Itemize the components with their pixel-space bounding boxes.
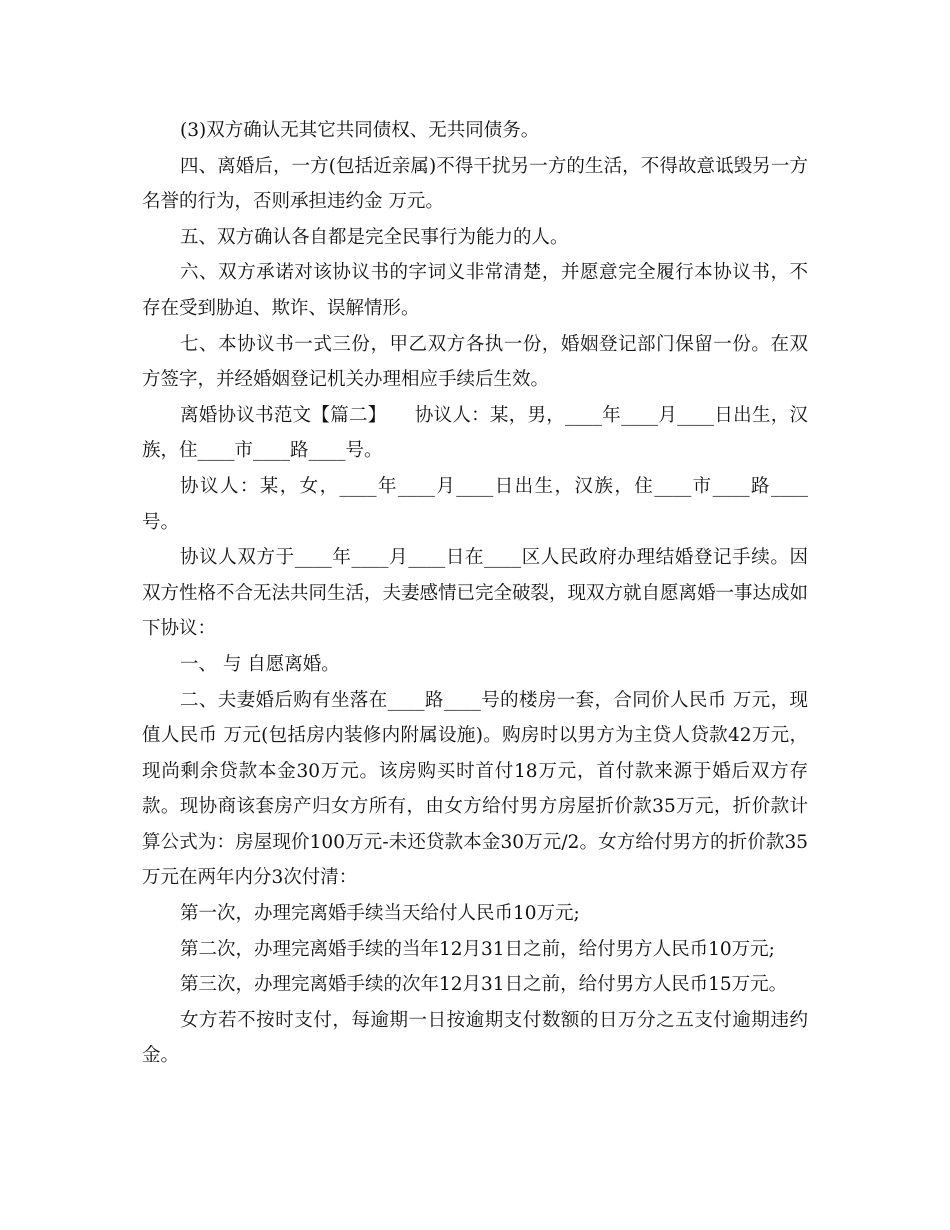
paragraph-clause-seven: 七、本协议书一式三份，甲乙双方各执一份，婚姻登记部门保留一份。在双方签字，并经婚姻登记机关办理相应手续后生效。 <box>142 333 808 391</box>
paragraph-item-one: 一、 与 自愿离婚。 <box>180 653 340 675</box>
paragraph-item-two-property: 二、夫妻婚后购有坐落在____路____号的楼房一套，合同价人民币 万元，现值人民币 万元(包括房内装修内附属设施)。购房时以男方为主贷人贷款42万元，现尚剩余贷款本金30万元。该房购买时首付18万元，首付款来源于婚后双方存款。现协商该套房产归女方所有，由女方给付男方房屋折价款35万元，折价款计算公式为：房屋现价100万元-未还贷款本金30万元/2。女方给付男方的折价款35万元在两年内分3次付清： <box>142 689 808 889</box>
paragraph-payment-first: 第一次，办理完离婚手续当天给付人民币10万元; <box>180 903 580 925</box>
paragraph-late-penalty: 女方若不按时支付，每逾期一日按逾期支付数额的日万分之五支付逾期违约金。 <box>142 1009 808 1067</box>
paragraph-marriage-registration: 协议人双方于____年____月____日在____区人民政府办理结婚登记手续。因双方性格不合无法共同生活，夫妻感情已完全破裂，现双方就自愿离婚一事达成如下协议： <box>142 547 809 640</box>
paragraph-sample-two-heading: 离婚协议书范文【篇二】 协议人：某，男，____年____月____日出生，汉族，住____市____路____号。 <box>142 404 808 462</box>
paragraph-joint-debts: (3)双方确认无其它共同债权、无共同债务。 <box>180 120 540 141</box>
paragraph-clause-five: 五、双方确认各自都是完全民事行为能力的人。 <box>180 226 569 248</box>
paragraph-clause-six: 六、双方承诺对该协议书的字词义非常清楚，并愿意完全履行本协议书，不存在受到胁迫、欺诈、误解情形。 <box>142 262 808 319</box>
paragraph-party-female: 协议人：某，女，____年____月____日出生，汉族，住____市____路____号。 <box>142 475 808 533</box>
paragraph-payment-third: 第三次，办理完离婚手续的次年12月31日之前，给付男方人民币15万元。 <box>180 974 788 996</box>
paragraph-payment-second: 第二次，办理完离婚手续的当年12月31日之前，给付男方人民币10万元; <box>180 938 775 960</box>
paragraph-clause-four: 四、离婚后，一方(包括近亲属)不得干扰另一方的生活，不得故意诋毁另一方名誉的行为，否则承担违约金 万元。 <box>142 155 808 213</box>
document-body <box>142 113 808 1074</box>
